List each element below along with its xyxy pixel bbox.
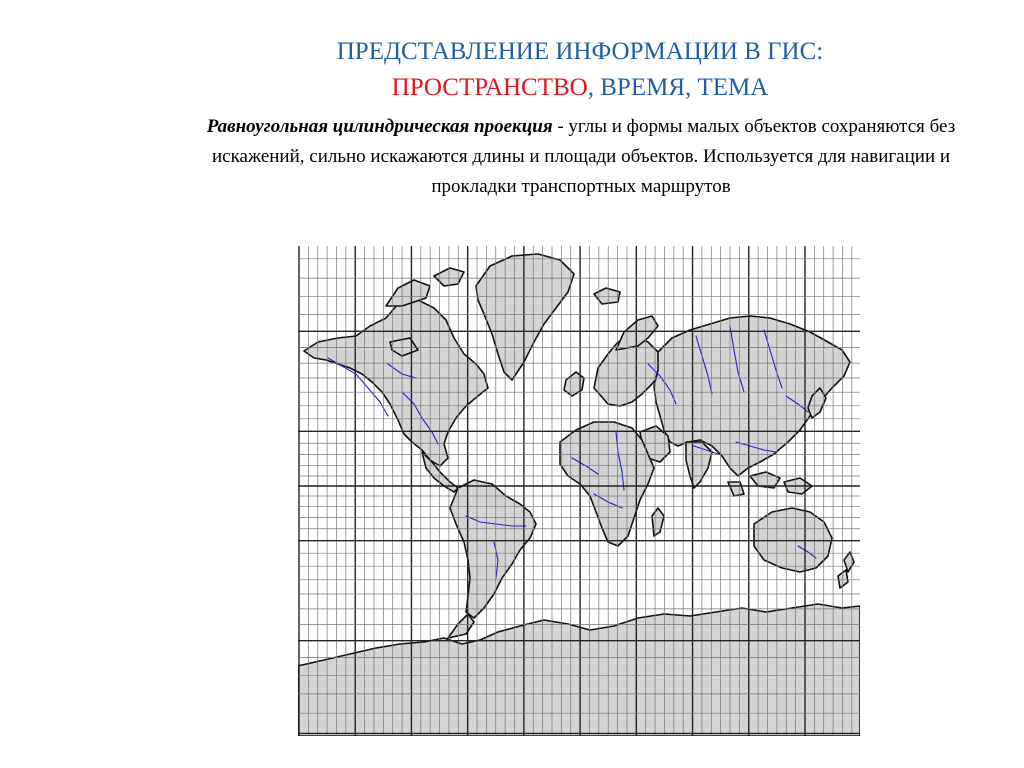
- southeast-asia-islands: [728, 472, 812, 496]
- greenland: [476, 254, 574, 380]
- india: [686, 442, 712, 488]
- landmasses: [298, 254, 860, 736]
- projection-term: Равноугольная цилиндрическая проекция: [206, 116, 553, 137]
- title-space-word: ПРОСТРАНСТВО: [391, 74, 588, 101]
- mercator-world-map: [298, 246, 860, 736]
- africa: [560, 422, 654, 546]
- madagascar: [652, 508, 664, 536]
- iceland: [594, 288, 620, 304]
- antarctic-peninsula: [448, 614, 474, 638]
- projection-text: - углы и формы малых объектов сохраняются без искажений, сильно искажаются длины и площади объектов. Используется для навигации и прокладки транспортных маршрутов: [211, 116, 956, 197]
- europe: [564, 336, 666, 406]
- title-time-word: ВРЕМЯ,: [593, 74, 692, 101]
- north-america: [304, 296, 488, 466]
- south-america: [450, 480, 536, 618]
- slide-title: [200, 34, 960, 106]
- title-line-2: [200, 70, 960, 106]
- title-line-1: ПРЕДСТАВЛЕНИЕ ИНФОРМАЦИИ В ГИС:: [336, 38, 824, 65]
- map-canvas: [298, 246, 860, 736]
- title-theme-word: ТЕМА: [691, 74, 769, 101]
- antarctica: [298, 604, 860, 736]
- projection-description: [196, 112, 966, 202]
- title-separator: ,: [587, 74, 594, 101]
